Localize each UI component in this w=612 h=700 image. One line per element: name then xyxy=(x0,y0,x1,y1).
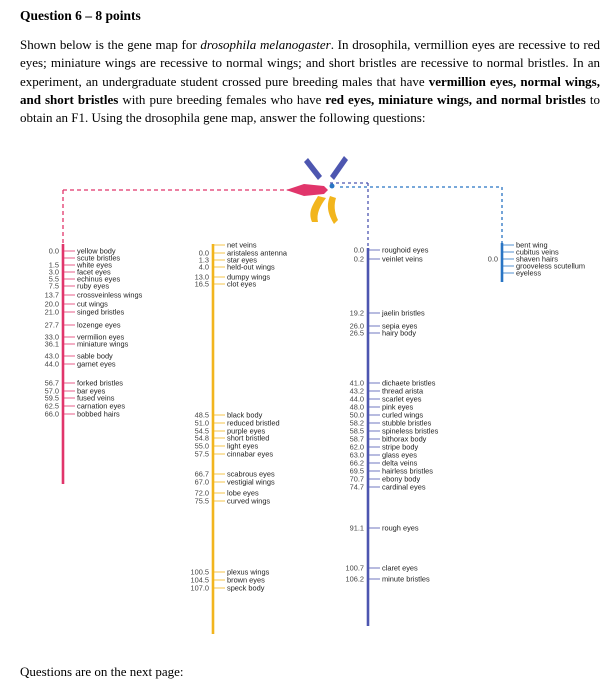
chr3-gene-position: 58.7 xyxy=(349,434,364,444)
chr1-gene-name: vermilion eyes xyxy=(77,332,125,342)
chr2-gene-name: curved wings xyxy=(227,496,271,506)
chr1-gene-position: 13.7 xyxy=(44,290,59,300)
chr3-gene-name: roughoid eyes xyxy=(382,245,429,255)
chr1-gene-name: miniature wings xyxy=(77,339,129,349)
chr1-gene-name: garnet eyes xyxy=(77,359,116,369)
chr1-gene-position: 56.7 xyxy=(44,378,59,388)
chr1-gene-name: scute bristles xyxy=(77,253,121,263)
karyotype-illustration xyxy=(63,156,502,248)
chr2-gene-name: light eyes xyxy=(227,441,259,451)
chr1-gene-name: forked bristles xyxy=(77,378,124,388)
chr3-gene-position: 43.2 xyxy=(349,386,364,396)
chr1-gene-position: 33.0 xyxy=(44,332,59,342)
chr3-gene-position: 48.0 xyxy=(349,402,364,412)
chr3-gene-name: hairless bristles xyxy=(382,466,433,476)
intro-text-1: Shown below is the gene map for xyxy=(20,37,201,52)
chr1-gene-position: 43.0 xyxy=(44,351,59,361)
chr3-gene-position: 63.0 xyxy=(349,450,364,460)
chr1-gene-position: 5.5 xyxy=(48,274,59,284)
chr1-gene-position: 66.0 xyxy=(44,409,59,419)
chr3-gene-name: stubble bristles xyxy=(382,418,432,428)
chr2-gene-name: vestigial wings xyxy=(227,477,275,487)
chr3-gene-position: 44.0 xyxy=(349,394,364,404)
footer-note: Questions are on the next page: xyxy=(20,664,184,679)
gene-labels xyxy=(45,241,585,593)
chr4-gene-name: grooveless scutellum xyxy=(516,261,586,271)
chr1-gene-name: cut wings xyxy=(77,299,108,309)
chr2-gene-name: plexus wings xyxy=(227,567,270,577)
chr3-gene-name: cardinal eyes xyxy=(382,482,426,492)
chr3-gene-name: jaelin bristles xyxy=(382,308,425,318)
chr1-gene-position: 44.0 xyxy=(44,359,59,369)
chr1-gene-name: echinus eyes xyxy=(77,274,121,284)
x-chromosome-shape xyxy=(286,184,328,196)
chr2-gene-position: 13.0 xyxy=(194,272,209,282)
chr2-gene-position: 1.3 xyxy=(198,255,209,265)
chr1-gene-name: carnation eyes xyxy=(77,401,126,411)
chr2-shape-arm xyxy=(328,196,338,224)
chr1-gene-position: 36.1 xyxy=(44,339,59,349)
chr4-shape xyxy=(330,184,335,189)
chr3-gene-position: 74.7 xyxy=(349,482,364,492)
chr3-gene-name: hairy body xyxy=(382,328,417,338)
chr2-gene-position: 75.5 xyxy=(194,496,209,506)
chr2-gene-name: scabrous eyes xyxy=(227,469,275,479)
chr1-gene-name: fused veins xyxy=(77,393,115,403)
intro-text-2: . In drosophila, vermillion eyes are recessive to red eyes; miniature wings are recessive to normal wings; and short bristles are recessive to normal bristles. In an experiment, an undergraduate student crossed pure breeding males that have xyxy=(20,37,600,89)
chr1-gene-position: 0.0 xyxy=(48,246,59,256)
chr2-gene-name: aristaless antenna xyxy=(227,248,287,258)
chr1-gene-position: 27.7 xyxy=(44,320,59,330)
chr1-gene-name: facet eyes xyxy=(77,267,111,277)
chr2-gene-position: 51.0 xyxy=(194,418,209,428)
chr3-gene-name: bithorax body xyxy=(382,434,427,444)
chr2-gene-name: brown eyes xyxy=(227,575,265,585)
chr2-gene-position: 0.0 xyxy=(198,248,209,258)
chr1-gene-name: singed bristles xyxy=(77,307,125,317)
chr2-gene-name: reduced bristled xyxy=(227,418,280,428)
chr2-gene-position: 55.0 xyxy=(194,441,209,451)
chr1-gene-name: lozenge eyes xyxy=(77,320,121,330)
chr3-gene-name: scarlet eyes xyxy=(382,394,422,404)
chr3-gene-position: 0.2 xyxy=(353,254,364,264)
chr3-gene-name: minute bristles xyxy=(382,574,430,584)
chr2-gene-position: 66.7 xyxy=(194,469,209,479)
chr2-gene-position: 100.5 xyxy=(190,567,209,577)
chr1-gene-name: crossveinless wings xyxy=(77,290,143,300)
chr1-gene-name: sable body xyxy=(77,351,113,361)
chr1-gene-position: 57.0 xyxy=(44,386,59,396)
chr3-gene-name: veinlet veins xyxy=(382,254,423,264)
chr3-gene-position: 26.5 xyxy=(349,328,364,338)
intro-text-4: to obtain an F1. Using the drosophila gene map, answer the following questions: xyxy=(20,91,600,126)
chr3-shape-arm xyxy=(330,156,348,180)
chr4-gene-name: bent wing xyxy=(516,240,548,250)
chr2-gene-name: clot eyes xyxy=(227,279,257,289)
chr3-gene-position: 106.2 xyxy=(345,574,364,584)
chr3-gene-name: glass eyes xyxy=(382,450,417,460)
chr1-gene-position: 1.5 xyxy=(48,260,59,270)
chr1-gene-position: 62.5 xyxy=(44,401,59,411)
chr2-shape xyxy=(310,196,326,222)
chr3-gene-name: stripe body xyxy=(382,442,419,452)
chr2-gene-name: lobe eyes xyxy=(227,488,259,498)
chr1-gene-name: ruby eyes xyxy=(77,281,110,291)
chr2-gene-name: held-out wings xyxy=(227,262,275,272)
chr3-gene-position: 91.1 xyxy=(349,523,364,533)
chr3-gene-position: 26.0 xyxy=(349,321,364,331)
chr2-gene-position: 54.8 xyxy=(194,433,209,443)
chr3-gene-name: sepia eyes xyxy=(382,321,418,331)
chr1-gene-name: white eyes xyxy=(77,260,112,270)
chr2-gene-name: star eyes xyxy=(227,255,257,265)
chr2-gene-position: 57.5 xyxy=(194,449,209,459)
chr2-gene-position: 67.0 xyxy=(194,477,209,487)
chr4-gene-name: cubitus veins xyxy=(516,247,559,257)
chr3-gene-position: 100.7 xyxy=(345,563,364,573)
intro-text-3: with pure breeding females who have xyxy=(118,91,326,107)
chr4-gene-name: eyeless xyxy=(516,268,542,278)
chr2-gene-name: black body xyxy=(227,410,263,420)
chr3-gene-position: 41.0 xyxy=(349,378,364,388)
question-title: Question 6 – 8 points xyxy=(20,8,141,23)
chr3-gene-position: 19.2 xyxy=(349,308,364,318)
chr3-gene-position: 58.2 xyxy=(349,418,364,428)
chr2-gene-position: 107.0 xyxy=(190,583,209,593)
chr3-gene-name: rough eyes xyxy=(382,523,419,533)
chr3-gene-name: thread arista xyxy=(382,386,424,396)
chr3-gene-name: delta veins xyxy=(382,458,418,468)
chr4-gene-position: 0.0 xyxy=(487,254,498,264)
chr4-gene-name: shaven hairs xyxy=(516,254,558,264)
chr2-gene-name: purple eyes xyxy=(227,426,266,436)
chr3-gene-name: spineless bristles xyxy=(382,426,439,436)
chr1-gene-position: 7.5 xyxy=(48,281,59,291)
chr2-gene-name: cinnabar eyes xyxy=(227,449,274,459)
chr3-gene-name: claret eyes xyxy=(382,563,418,573)
chr2-gene-name: dumpy wings xyxy=(227,272,271,282)
chr3-gene-position: 69.5 xyxy=(349,466,364,476)
female-phenotype: red eyes, miniature wings, and normal bristles xyxy=(325,91,586,107)
chr1-gene-position: 3.0 xyxy=(48,267,59,277)
chr3-gene-name: curled wings xyxy=(382,410,424,420)
chr2-gene-name: net veins xyxy=(227,240,257,250)
chr2-gene-position: 54.5 xyxy=(194,426,209,436)
chr1-gene-name: bobbed hairs xyxy=(77,409,120,419)
chr3-gene-name: ebony body xyxy=(382,474,421,484)
chr1-gene-name: yellow body xyxy=(77,246,116,256)
male-phenotype: vermillion eyes, normal wings, and short bristles xyxy=(20,73,600,107)
chr2-gene-name: speck body xyxy=(227,583,265,593)
species-name: drosophila melanogaster xyxy=(200,37,331,52)
chr2-gene-position: 72.0 xyxy=(194,488,209,498)
chr2-gene-name: short bristled xyxy=(227,433,270,443)
chr1-gene-position: 59.5 xyxy=(44,393,59,403)
chr1-gene-position: 20.0 xyxy=(44,299,59,309)
chr2-gene-position: 4.0 xyxy=(198,262,209,272)
chr3-gene-position: 50.0 xyxy=(349,410,364,420)
chr3-gene-position: 66.2 xyxy=(349,458,364,468)
chr3-gene-position: 58.5 xyxy=(349,426,364,436)
chr3-gene-name: dichaete bristles xyxy=(382,378,436,388)
chr1-gene-position: 21.0 xyxy=(44,307,59,317)
chr3-shape xyxy=(304,158,322,180)
chr3-gene-position: 0.0 xyxy=(353,245,364,255)
chr3-gene-name: pink eyes xyxy=(382,402,414,412)
chr1-gene-name: bar eyes xyxy=(77,386,106,396)
chr2-gene-position: 48.5 xyxy=(194,410,209,420)
chr2-gene-position: 104.5 xyxy=(190,575,209,585)
chr3-gene-position: 70.7 xyxy=(349,474,364,484)
chr2-gene-position: 16.5 xyxy=(194,279,209,289)
chr3-gene-position: 62.0 xyxy=(349,442,364,452)
